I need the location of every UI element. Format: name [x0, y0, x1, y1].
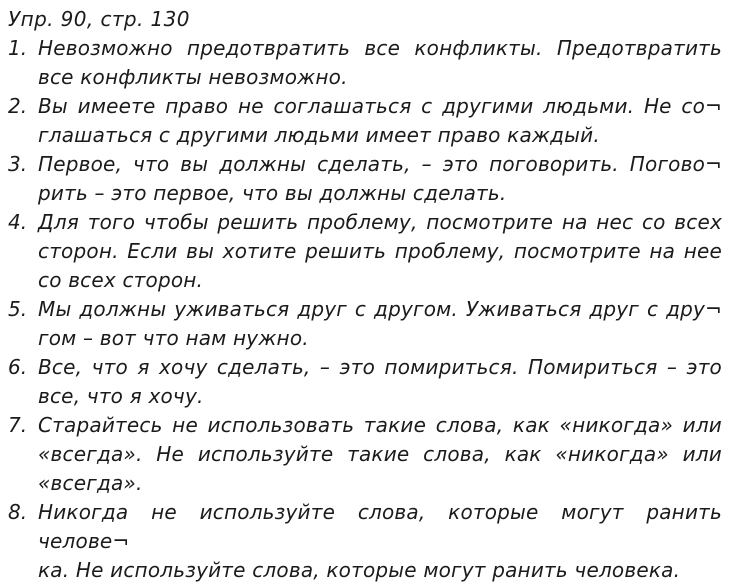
item-number: 1. — [8, 36, 28, 60]
text-line: со всех сторон. — [38, 268, 204, 292]
text-line: все конфликты невозможно. — [38, 65, 348, 89]
item-number: 2. — [8, 94, 28, 118]
text-line: «всегда». Не используйте такие слова, как «никогда» или — [38, 442, 722, 466]
text-line: сторон. Если вы хотите решить проблему, посмотрите на нее — [38, 239, 722, 263]
item-number: 7. — [8, 413, 28, 437]
item-text — [38, 353, 722, 411]
text-line: Все, что я хочу сделать, – это помириться. Помириться – это — [38, 355, 722, 379]
text-line: Невозможно предотвратить все конфликты. Предотвратить — [38, 36, 722, 60]
item-text — [38, 411, 722, 498]
text-line: Никогда не используйте слова, которые могут ранить челове¬ — [38, 500, 722, 553]
item-number: 5. — [8, 297, 28, 321]
list-item — [8, 150, 722, 208]
list-item — [8, 295, 722, 353]
item-text — [38, 295, 722, 353]
list-item — [8, 208, 722, 295]
list-item — [8, 411, 722, 498]
item-text — [38, 208, 722, 295]
text-line: все, что я хочу. — [38, 384, 204, 408]
item-text — [38, 92, 722, 150]
item-number: 4. — [8, 210, 28, 234]
list-item — [8, 498, 722, 585]
text-line: «всегда». — [38, 471, 143, 495]
text-line: Первое, что вы должны сделать, – это поговорить. Погово¬ — [38, 152, 722, 176]
numbered-list — [8, 34, 722, 585]
text-line: Мы должны уживаться друг с другом. Уживаться друг с дру¬ — [38, 297, 722, 321]
item-number: 6. — [8, 355, 28, 379]
text-line: Вы имеете право не соглашаться с другими людьми. Не со¬ — [38, 94, 722, 118]
item-text — [38, 498, 722, 585]
item-number: 8. — [8, 500, 28, 524]
text-line: Старайтесь не использовать такие слова, как «никогда» или — [38, 413, 722, 437]
item-text — [38, 34, 722, 92]
text-line: глашаться с другими людьми имеет право каждый. — [38, 123, 600, 147]
list-item — [8, 353, 722, 411]
list-item — [8, 34, 722, 92]
text-line: ка. Не используйте слова, которые могут ранить человека. — [38, 558, 681, 582]
text-line: рить – это первое, что вы должны сделать. — [38, 181, 507, 205]
list-item — [8, 92, 722, 150]
item-number: 3. — [8, 152, 28, 176]
item-text — [38, 150, 722, 208]
text-line: гом – вот что нам нужно. — [38, 326, 309, 350]
text-line: Для того чтобы решить проблему, посмотрите на нес со всех — [38, 210, 722, 234]
page-title: Упр. 90, стр. 130 — [8, 7, 190, 31]
